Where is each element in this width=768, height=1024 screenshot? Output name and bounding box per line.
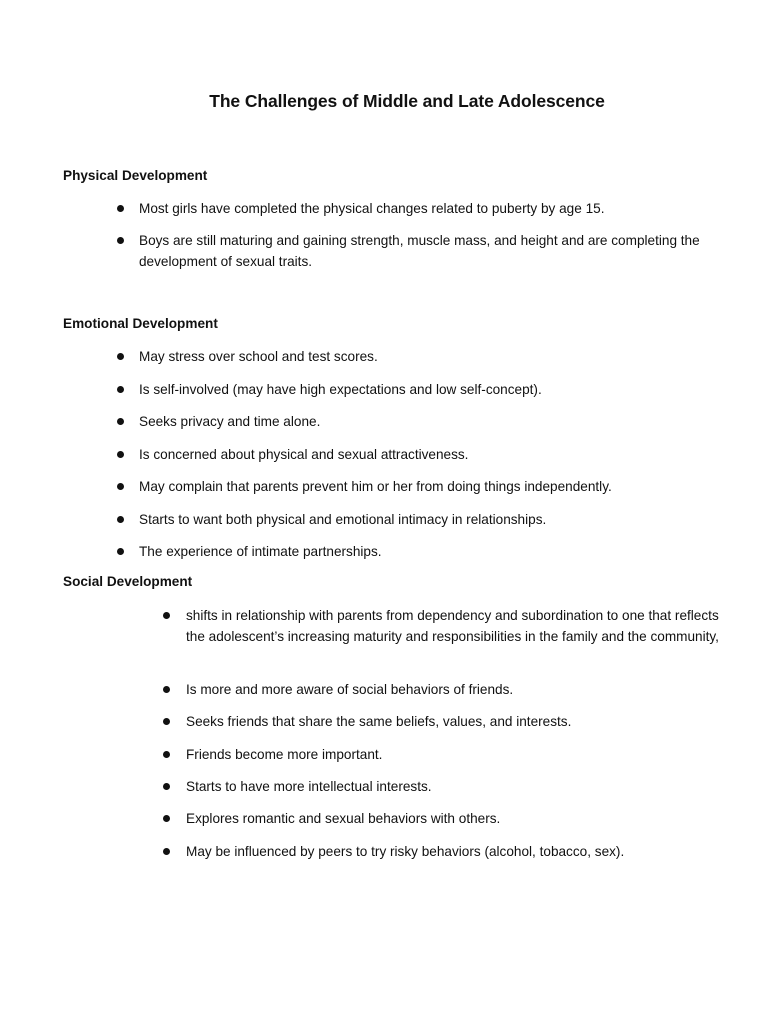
bullet-icon (117, 353, 124, 360)
list-item-text: Is self-involved (may have high expectations and low self-concept). (139, 382, 542, 397)
bullet-icon (117, 483, 124, 490)
list-item (117, 411, 739, 432)
section-heading-social: Social Development (63, 574, 193, 589)
bullet-icon (117, 548, 124, 555)
list-item (117, 444, 739, 465)
list-item-text: Seeks privacy and time alone. (139, 414, 321, 429)
list-item-text: Explores romantic and sexual behaviors with others. (186, 811, 501, 826)
list-item (163, 711, 741, 732)
list-item-text: The experience of intimate partnerships. (139, 544, 382, 559)
section-heading-emotional: Emotional Development (63, 316, 218, 331)
list-item (117, 346, 739, 367)
bullet-icon (117, 451, 124, 458)
page-title: The Challenges of Middle and Late Adolescence (209, 91, 605, 111)
list-item-text: Starts to want both physical and emotional intimacy in relationships. (139, 512, 547, 527)
list-item-text: Starts to have more intellectual interests. (186, 779, 432, 794)
list-item-text: Boys are still maturing and gaining strength, muscle mass, and height and are completing the development of sexual traits. (139, 233, 700, 269)
list-item (117, 230, 739, 272)
bullet-icon (163, 751, 170, 758)
bullet-icon (163, 848, 170, 855)
list-item (117, 476, 739, 497)
list-item (163, 605, 741, 647)
list-item (117, 198, 739, 219)
list-item-text: Most girls have completed the physical changes related to puberty by age 15. (139, 201, 605, 216)
bullet-icon (163, 718, 170, 725)
list-item-text: Friends become more important. (186, 747, 383, 762)
bullet-icon (163, 815, 170, 822)
bullet-icon (163, 612, 170, 619)
list-item-text: shifts in relationship with parents from dependency and subordination to one that reflects the adolescent’s increasing maturity and responsibilities in the family and the community, (186, 608, 719, 644)
list-item-text: May complain that parents prevent him or her from doing things independently. (139, 479, 612, 494)
list-item (163, 808, 741, 829)
list-item-text: Is more and more aware of social behaviors of friends. (186, 682, 514, 697)
section-heading-physical: Physical Development (63, 168, 208, 183)
list-item-text: Is concerned about physical and sexual attractiveness. (139, 447, 469, 462)
bullet-icon (117, 418, 124, 425)
bullet-icon (117, 205, 124, 212)
list-item (117, 541, 739, 562)
list-item (117, 379, 739, 400)
bullet-icon (117, 237, 124, 244)
bullet-icon (117, 516, 124, 523)
list-item (163, 679, 741, 700)
list-item-text: May be influenced by peers to try risky behaviors (alcohol, tobacco, sex). (186, 844, 625, 859)
list-item (117, 509, 739, 530)
bullet-icon (163, 783, 170, 790)
list-item (163, 841, 741, 862)
list-item-text: May stress over school and test scores. (139, 349, 378, 364)
list-item (163, 776, 741, 797)
list-item-text: Seeks friends that share the same beliefs, values, and interests. (186, 714, 572, 729)
list-item (163, 744, 741, 765)
bullet-icon (163, 686, 170, 693)
bullet-icon (117, 386, 124, 393)
